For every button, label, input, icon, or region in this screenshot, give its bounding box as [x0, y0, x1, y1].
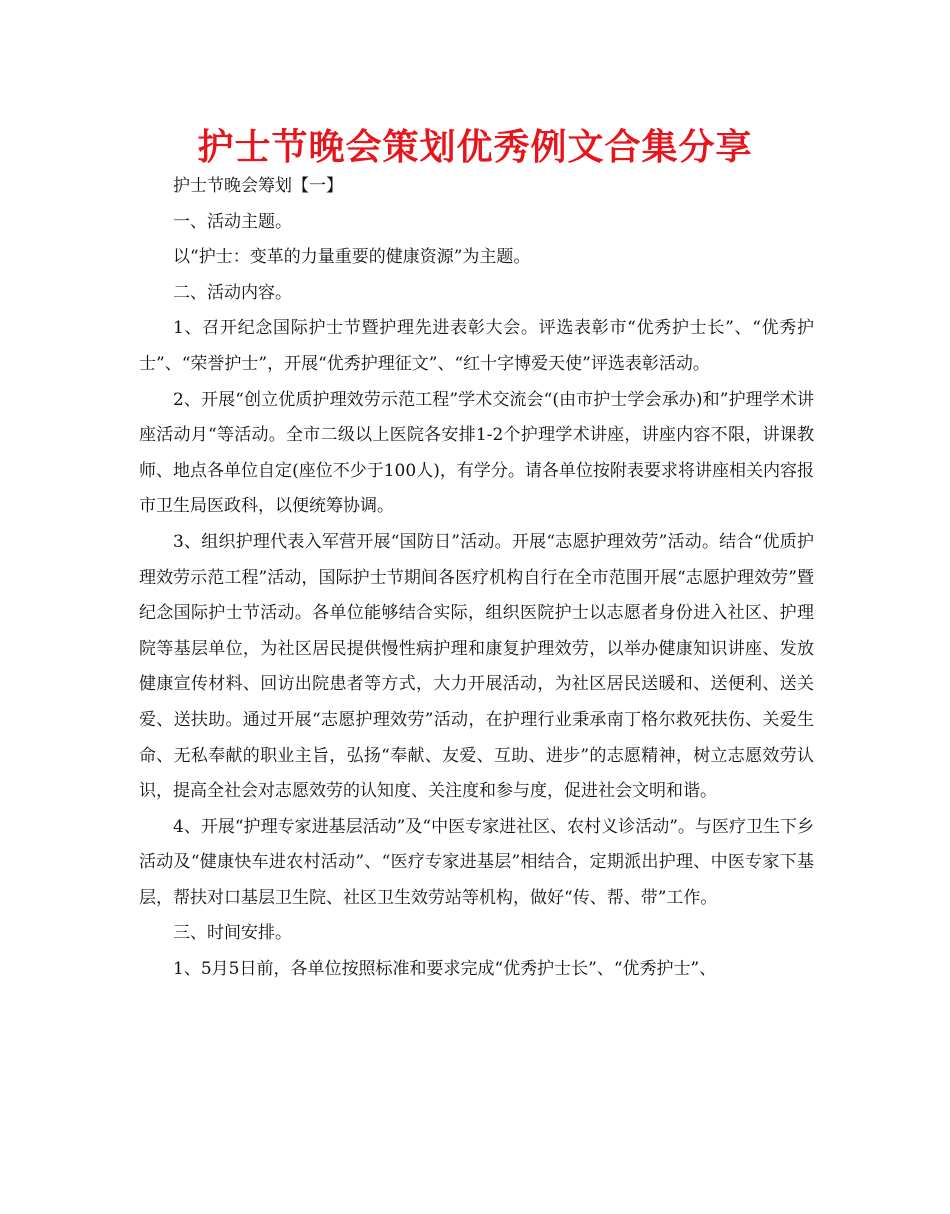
section-heading: 三、时间安排。: [173, 923, 292, 944]
paragraph: 1、5月5日前，各单位按照标准和要求完成“优秀护士长”、“优秀护士”、: [173, 959, 717, 980]
document-body: [139, 169, 814, 988]
paragraph: 3、组织护理代表入军营开展“国防日”活动。开展“志愿护理效劳”活动。结合“优质护理效劳示范工程”活动，国际护士节期间各医疗机构自行在全市范围开展“志愿护理效劳”暨纪念国际护士节活动。各单位能够结合实际，组织医院护士以志愿者身份进入社区、护理院等基层单位，为社区居民提供慢性病护理和康复护理效劳，以举办健康知识讲座、发放健康宣传材料、回访出院患者等方式，大力开展活动，为社区居民送暖和、送便利、送关爱、送扶助。通过开展“志愿护理效劳”活动，在护理行业秉承南丁格尔救死扶伤、关爱生命、无私奉献的职业主旨，弘扬“奉献、友爱、互助、进步”的志愿精神，树立志愿效劳认识，提高全社会对志愿效劳的认知度、关注度和参与度，促进社会文明和谐。: [139, 531, 814, 802]
document-title: 护士节晚会策划优秀例文合集分享: [197, 127, 753, 168]
section-heading: 二、活动内容。: [173, 282, 292, 303]
section-heading: 护士节晚会筹划【一】: [173, 176, 343, 196]
section-heading: 一、活动主题。: [173, 211, 292, 232]
paragraph: 4、开展“护理专家进基层活动”及“中医专家进社区、农村义诊活动”。与医疗卫生下乡活动及“健康快车进农村活动”、“医疗专家进基层”相结合，定期派出护理、中医专家下基层，帮扶对口基层卫生院、社区卫生效劳站等机构，做好“传、帮、带”工作。: [139, 816, 814, 908]
paragraph: 以“护士：变革的力量重要的健康资源”为主题。: [173, 247, 531, 268]
paragraph: 2、开展“创立优质护理效劳示范工程”学术交流会“(由市护士学会承办)和”护理学术讲座活动月“等活动。全市二级以上医院各安排1-2个护理学术讲座，讲座内容不限，讲课教师、地点各单位自定(座位不少于100人)，有学分。请各单位按附表要求将讲座相关内容报市卫生局医政科，以便统筹协调。: [139, 389, 814, 517]
paragraph: 1、召开纪念国际护士节暨护理先进表彰大会。评选表彰市“优秀护士长”、“优秀护士”、“荣誉护士”，开展“优秀护理征文”、“红十字博爱天使”评选表彰活动。: [139, 318, 814, 374]
